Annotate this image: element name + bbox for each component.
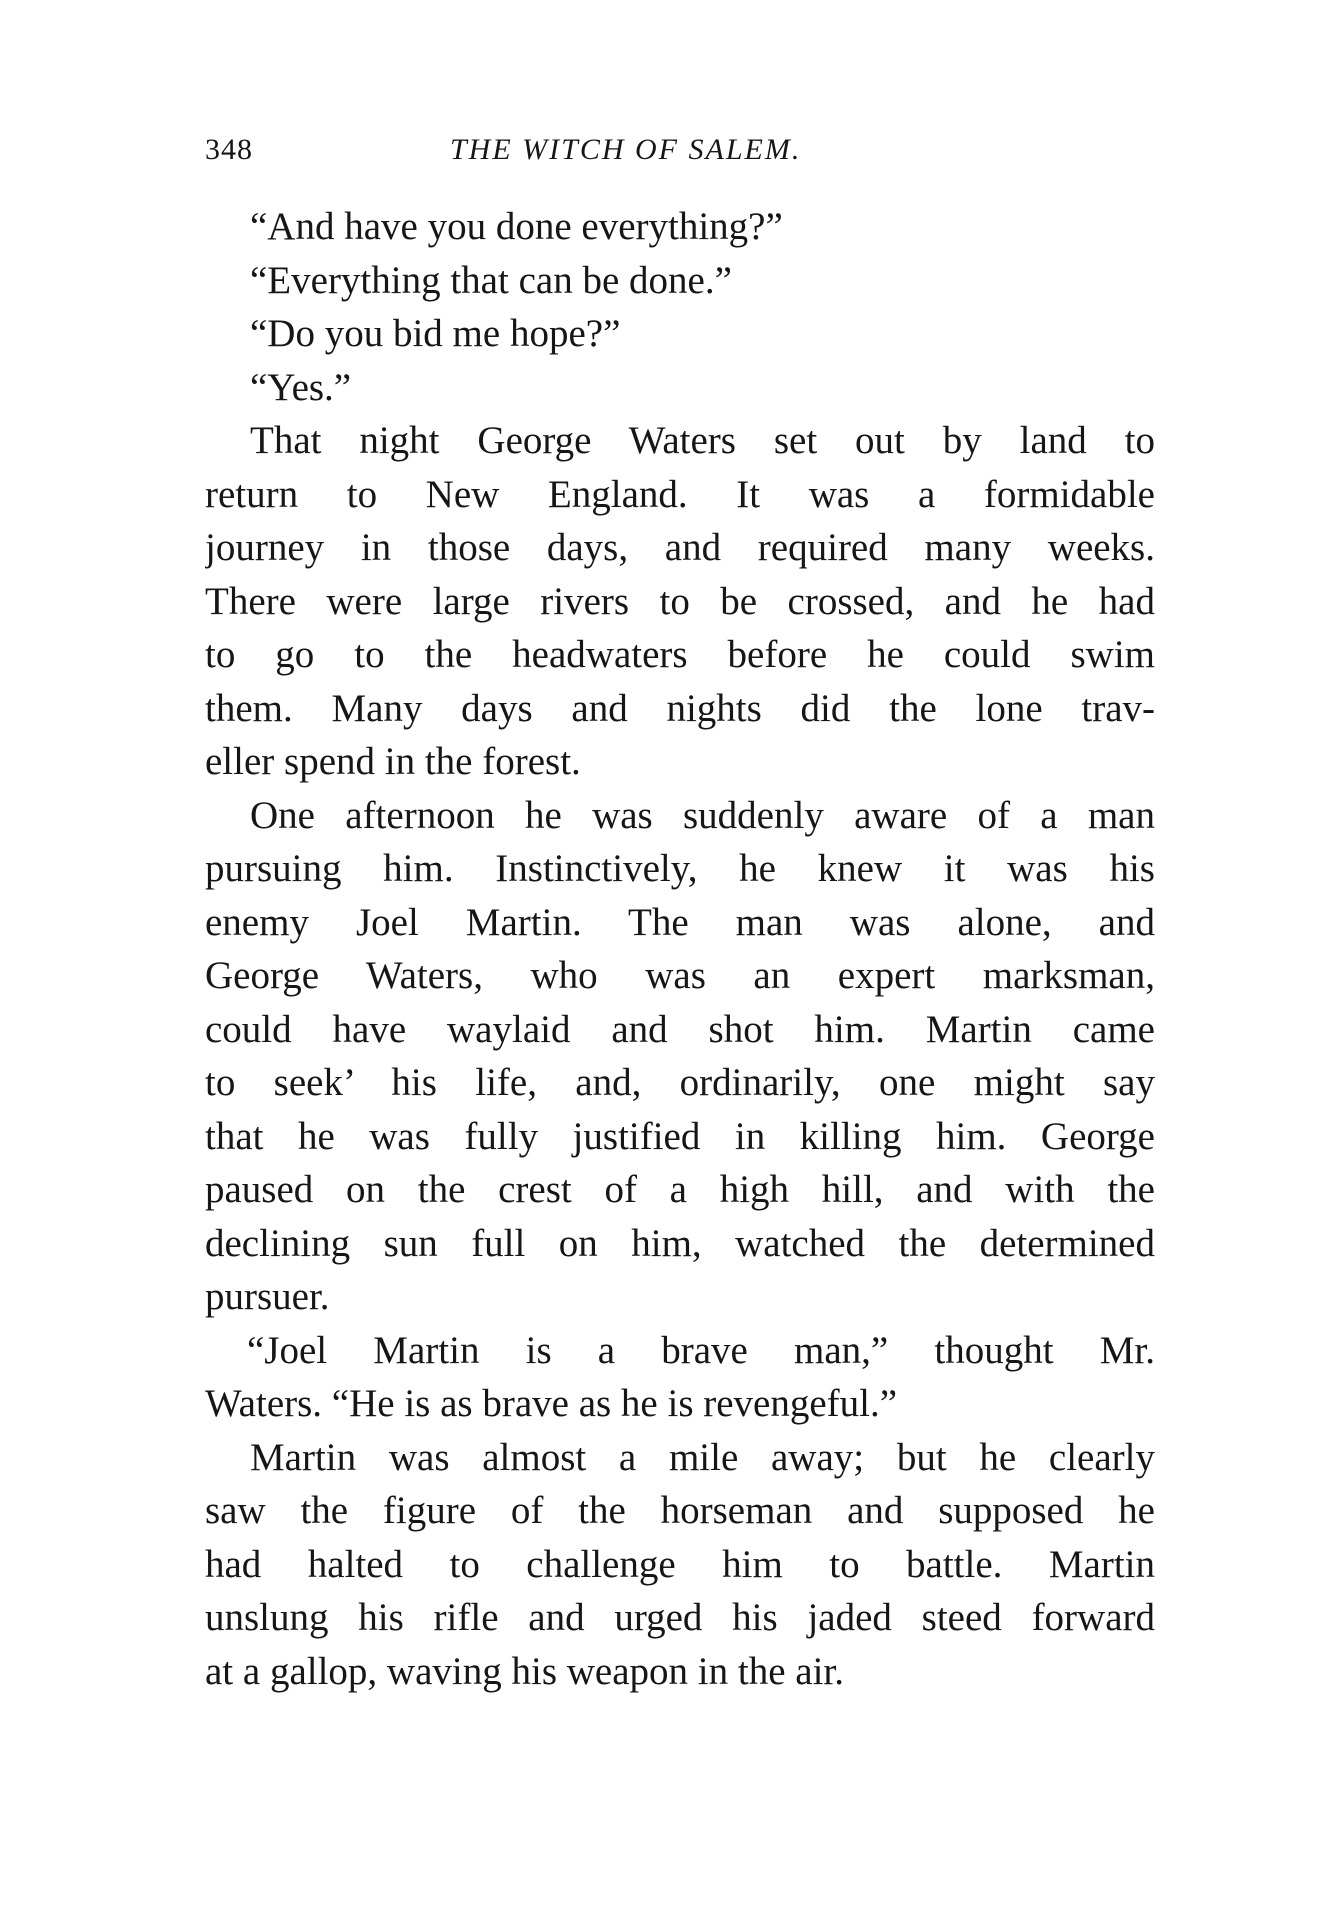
paragraph-line: could have waylaid and shot him. Martin came	[205, 1007, 1155, 1051]
paragraph-line: One afternoon he was suddenly aware of a man	[250, 793, 1155, 837]
paragraph-line: journey in those days, and required many weeks.	[205, 526, 1155, 569]
paragraph-line: Waters. “He is as brave as he is revengeful.”	[205, 1382, 898, 1425]
paragraph-line: saw the figure of the horseman and supposed he	[205, 1489, 1155, 1532]
dialogue-line: “And have you done everything?”	[250, 205, 783, 248]
dialogue-line: “Yes.”	[250, 365, 352, 409]
dialogue-line: “Do you bid me hope?”	[250, 312, 621, 355]
paragraph-line: eller spend in the forest.	[205, 740, 581, 783]
paragraph-line: at a gallop, waving his weapon in the air.	[205, 1649, 845, 1693]
page-header	[205, 133, 1155, 173]
paragraph-line: That night George Waters set out by land to	[250, 419, 1155, 462]
paragraph-line: Martin was almost a mile away; but he clearly	[250, 1435, 1155, 1479]
paragraph-line: George Waters, who was an expert marksman,	[205, 954, 1155, 997]
paragraph-line: to go to the headwaters before he could swim	[205, 633, 1155, 676]
paragraph-line: unslung his rifle and urged his jaded steed forward	[205, 1596, 1155, 1639]
paragraph-line: them. Many days and nights did the lone trav-	[205, 686, 1155, 730]
paragraph-line: had halted to challenge him to battle. Martin	[205, 1542, 1155, 1586]
paragraph-line: to seek’ his life, and, ordinarily, one might say	[205, 1061, 1155, 1104]
page-number: 348	[205, 133, 253, 166]
paragraph-line: enemy Joel Martin. The man was alone, and	[205, 900, 1155, 944]
paragraph-line: There were large rivers to be crossed, and he had	[205, 579, 1155, 623]
paragraph-line: pursuer.	[205, 1275, 330, 1318]
paragraph-line: declining sun full on him, watched the determined	[205, 1221, 1155, 1265]
paragraph-line: return to New England. It was a formidable	[205, 472, 1155, 516]
body-text	[205, 200, 1155, 1698]
running-title: THE WITCH OF SALEM.	[450, 133, 802, 166]
paragraph-line: paused on the crest of a high hill, and with the	[205, 1168, 1155, 1211]
paragraph-line: that he was fully justified in killing him. George	[205, 1114, 1155, 1158]
dialogue-line: “Everything that can be done.”	[250, 258, 732, 302]
paragraph-line: “Joel Martin is a brave man,” thought Mr.	[247, 1328, 1155, 1372]
paragraph-line: pursuing him. Instinctively, he knew it was his	[205, 847, 1155, 890]
